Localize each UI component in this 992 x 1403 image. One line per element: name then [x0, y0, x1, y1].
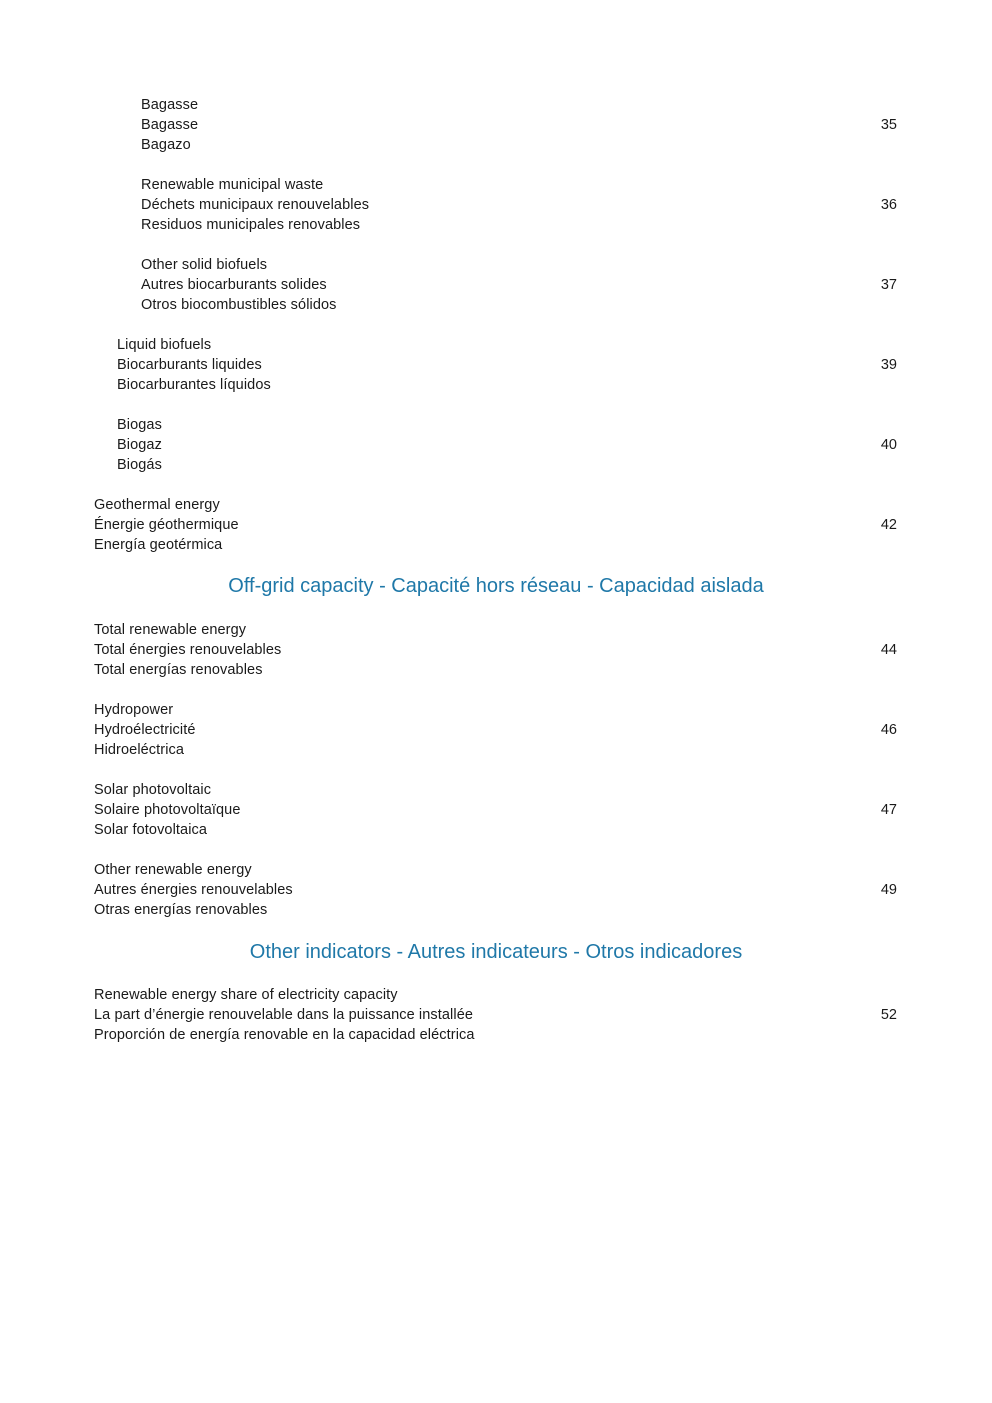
entry-label-fr: Autres énergies renouvelables — [94, 882, 293, 898]
entry-label-fr: Biogaz — [117, 437, 162, 453]
page-number: 49 — [880, 882, 897, 898]
page-number: 46 — [880, 722, 897, 738]
entry-label-en: Total renewable energy — [94, 622, 247, 638]
page-number: 37 — [880, 277, 897, 293]
page-number: 44 — [880, 642, 897, 658]
entry-label-fr: Biocarburants liquides — [117, 357, 262, 373]
entry-label-en: Renewable municipal waste — [141, 177, 324, 193]
page-number: 52 — [880, 1007, 897, 1023]
entry-label-es: Residuos municipales renovables — [141, 217, 361, 233]
entry-label-es: Otras energías renovables — [94, 902, 268, 918]
entry-label-en: Renewable energy share of electricity capacity — [94, 987, 398, 1003]
entry-label-en: Hydropower — [94, 702, 174, 718]
entry-label-fr: Bagasse — [141, 117, 199, 133]
page-number: 42 — [880, 517, 897, 533]
page-number: 47 — [880, 802, 897, 818]
entry-label-es: Biogás — [117, 457, 162, 473]
entry-label-en: Biogas — [117, 417, 162, 433]
entry-label-es: Otros biocombustibles sólidos — [141, 297, 337, 313]
page-number: 35 — [880, 117, 897, 133]
entry-label-fr: Autres biocarburants solides — [141, 277, 327, 293]
page-number: 40 — [880, 437, 897, 453]
entry-label-es: Biocarburantes líquidos — [117, 377, 271, 393]
page-number: 36 — [880, 197, 897, 213]
entry-label-en: Solar photovoltaic — [94, 782, 212, 798]
entry-label-fr: Énergie géothermique — [94, 517, 239, 533]
entry-label-fr: Total énergies renouvelables — [94, 642, 282, 658]
page-number: 39 — [880, 357, 897, 373]
entry-label-es: Hidroeléctrica — [94, 742, 185, 758]
entry-label-es: Solar fotovoltaica — [94, 822, 208, 838]
entry-label-en: Other solid biofuels — [141, 257, 268, 273]
entry-label-fr: Déchets municipaux renouvelables — [141, 197, 370, 213]
entry-label-en: Liquid biofuels — [117, 337, 212, 353]
entry-label-en: Geothermal energy — [94, 497, 220, 513]
entry-label-fr: Solaire photovoltaïque — [94, 802, 241, 818]
entry-label-en: Bagasse — [141, 97, 199, 113]
entry-label-es: Total energías renovables — [94, 662, 263, 678]
entry-label-fr: Hydroélectricité — [94, 722, 196, 738]
entry-label-fr: La part d’énergie renouvelable dans la puissance installée — [94, 1007, 474, 1023]
entry-label-en: Other renewable energy — [94, 862, 252, 878]
entry-label-es: Bagazo — [141, 137, 191, 153]
section-heading-other-indicators: Other indicators - Autres indicateurs - Otros indicadores — [249, 941, 743, 963]
entry-label-es: Proporción de energía renovable en la capacidad eléctrica — [94, 1027, 475, 1043]
section-heading-off-grid: Off-grid capacity - Capacité hors réseau - Capacidad aislada — [228, 575, 764, 597]
entry-label-es: Energía geotérmica — [94, 537, 223, 553]
